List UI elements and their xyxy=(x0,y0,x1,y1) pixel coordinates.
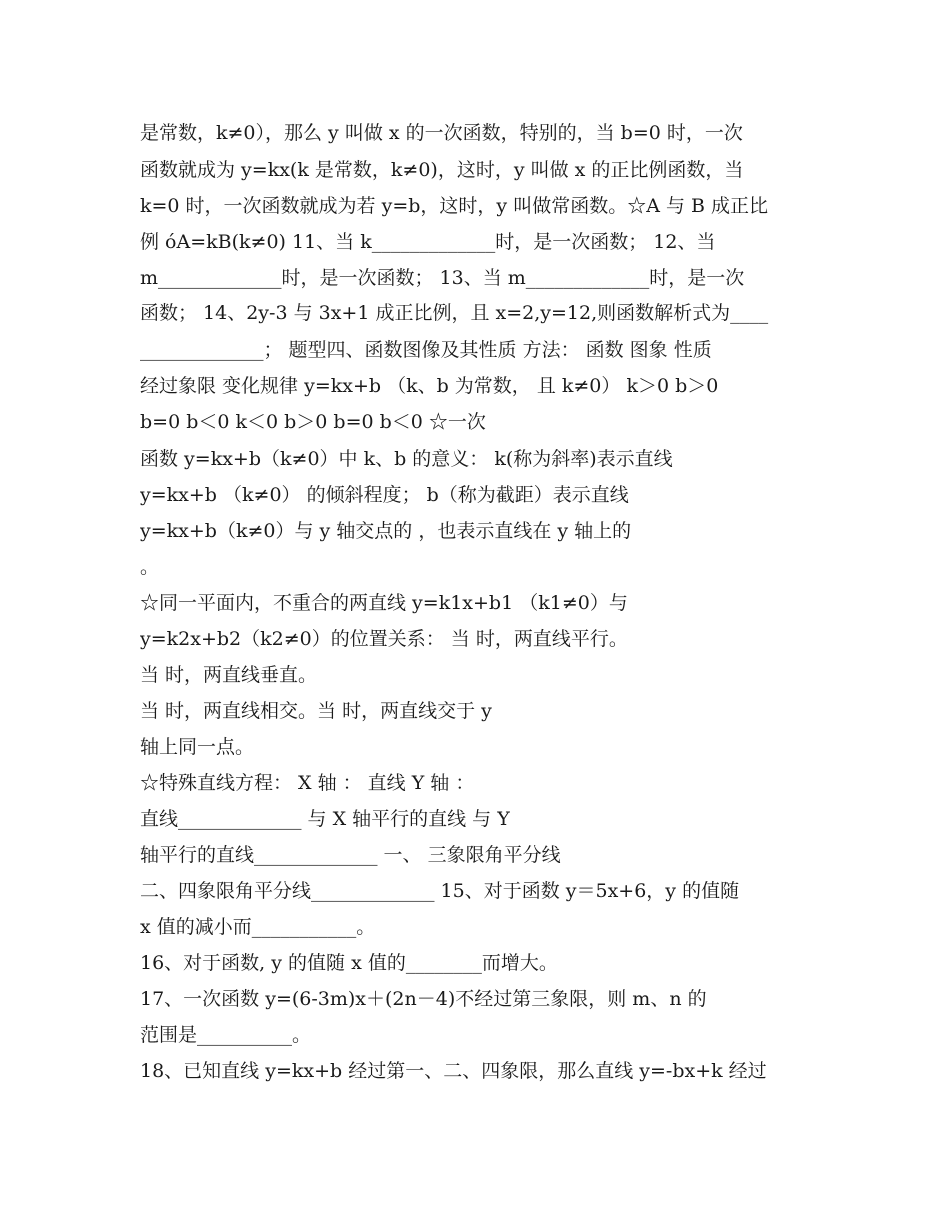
text-line-9: b=0 b＜0 k＜0 b＞0 b=0 b＜0 ☆一次 xyxy=(140,411,486,433)
text-line-11: y=kx+b （k≠0） 的倾斜程度； b（称为截距）表示直线 xyxy=(140,484,629,506)
text-line-16: 当 时，两直线垂直。 xyxy=(140,664,318,686)
text-line-4: 例 óA=kB(k≠0) 11、当 k_____________时，是一次函数； 12、当 xyxy=(140,231,716,253)
text-line-22: 二、四象限角平分线_____________ 15、对于函数 y＝5x+6，y 的值随 xyxy=(140,880,740,902)
text-line-25: 17、一次函数 y=(6-3m)x＋(2n－4)不经过第三象限，则 m、n 的 xyxy=(140,988,707,1010)
text-line-13: 。 xyxy=(140,556,160,578)
text-line-3: k=0 时，一次函数就成为若 y=b，这时，y 叫做常函数。☆A 与 B 成正比 xyxy=(140,195,768,217)
text-line-14: ☆同一平面内，不重合的两直线 y=k1x+b1 （k1≠0）与 xyxy=(140,592,628,614)
text-line-2: 函数就成为 y=kx(k 是常数，k≠0)，这时，y 叫做 x 的正比例函数，当 xyxy=(140,159,744,181)
text-line-27: 18、已知直线 y=kx+b 经过第一、二、四象限，那么直线 y=-bx+k 经过 xyxy=(140,1060,767,1082)
text-line-8: 经过象限 变化规律 y=kx+b （k、b 为常数， 且 k≠0） k＞0 b＞0 xyxy=(140,375,719,397)
text-line-7: _____________； 题型四、函数图像及其性质 方法： 函数 图象 性质 xyxy=(140,339,712,361)
text-line-21: 轴平行的直线_____________ 一、 三象限角平分线 xyxy=(140,844,561,866)
text-line-18: 轴上同一点。 xyxy=(140,736,255,758)
text-line-24: 16、对于函数, y 的值随 x 值的________而增大。 xyxy=(140,952,558,974)
text-line-19: ☆特殊直线方程： X 轴 ： 直线 Y 轴 ： xyxy=(140,772,475,794)
text-line-26: 范围是__________。 xyxy=(140,1024,312,1046)
text-line-17: 当 时，两直线相交。当 时，两直线交于 y xyxy=(140,700,492,722)
text-line-20: 直线_____________ 与 X 轴平行的直线 与 Y xyxy=(140,808,510,830)
text-line-5: m_____________时，是一次函数； 13、当 m_____________时，是一次 xyxy=(140,267,745,289)
text-line-10: 函数 y=kx+b（k≠0）中 k、b 的意义： k(称为斜率)表示直线 xyxy=(140,448,673,470)
text-line-1: 是常数，k≠0），那么 y 叫做 x 的一次函数，特别的，当 b=0 时，一次 xyxy=(140,122,743,144)
text-line-12: y=kx+b（k≠0）与 y 轴交点的 ，也表示直线在 y 轴上的 xyxy=(140,520,632,542)
text-line-6: 函数； 14、2y-3 与 3x+1 成正比例，且 x=2,y=12,则函数解析式为____ xyxy=(140,302,769,324)
text-line-23: x 值的减小而___________。 xyxy=(140,916,376,938)
text-line-15: y=k2x+b2（k2≠0）的位置关系： 当 时，两直线平行。 xyxy=(140,628,628,650)
